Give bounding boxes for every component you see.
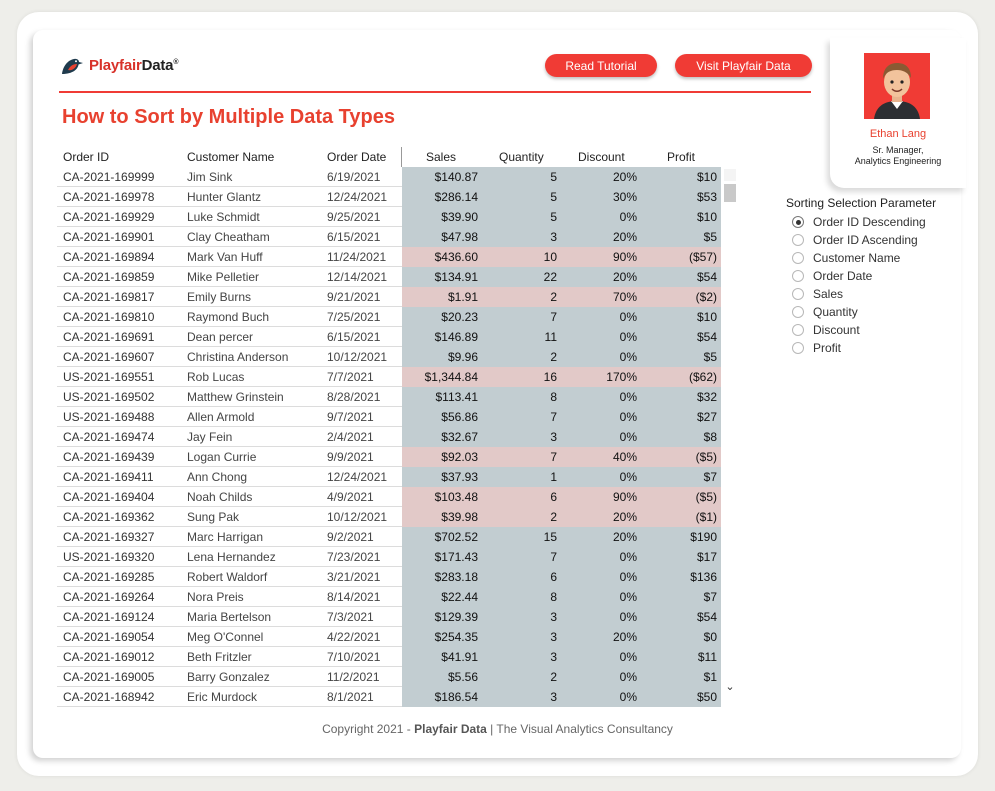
radio-button[interactable] — [792, 288, 804, 300]
table-row[interactable] — [57, 327, 721, 347]
read-tutorial-button[interactable]: Read Tutorial — [545, 54, 657, 77]
cell-quantity: 16 — [543, 370, 557, 384]
cell-profit: $54 — [696, 610, 717, 624]
table-row[interactable] — [57, 347, 721, 367]
cell-order-date: 9/25/2021 — [327, 210, 381, 224]
cell-quantity: 7 — [550, 310, 557, 324]
cell-discount: 0% — [619, 390, 637, 404]
table-row[interactable] — [57, 287, 721, 307]
cell-order-id: CA-2021-169810 — [63, 310, 155, 324]
cell-profit: $0 — [703, 630, 717, 644]
cell-profit: $32 — [696, 390, 717, 404]
radio-button[interactable] — [792, 216, 804, 228]
logo-text-b: Data — [141, 56, 174, 74]
cell-quantity: 3 — [550, 630, 557, 644]
cell-sales: $39.98 — [441, 510, 478, 524]
cell-sales: $146.89 — [434, 330, 478, 344]
cell-order-id: CA-2021-169691 — [63, 330, 155, 344]
cell-customer-name: Nora Preis — [187, 590, 244, 604]
cell-sales: $92.03 — [441, 450, 478, 464]
scroll-thumb[interactable] — [724, 184, 736, 202]
cell-order-date: 7/10/2021 — [327, 650, 381, 664]
cell-sales: $283.18 — [434, 570, 478, 584]
cell-sales: $171.43 — [434, 550, 478, 564]
cell-sales: $140.87 — [434, 170, 478, 184]
cell-quantity: 6 — [550, 570, 557, 584]
cell-sales: $134.91 — [434, 270, 478, 284]
footer-suffix: | The Visual Analytics Consultancy — [486, 722, 673, 736]
table-row[interactable] — [57, 487, 721, 507]
cell-order-date: 9/9/2021 — [327, 450, 374, 464]
cell-order-id: CA-2021-169817 — [63, 290, 155, 304]
sort-option-label: Order Date — [813, 269, 873, 283]
cell-customer-name: Clay Cheatham — [187, 230, 270, 244]
cell-order-id: CA-2021-169264 — [63, 590, 155, 604]
cell-sales: $47.98 — [441, 230, 478, 244]
cell-profit: ($5) — [695, 450, 717, 464]
cell-discount: 0% — [619, 690, 637, 704]
cell-order-id: CA-2021-169978 — [63, 190, 155, 204]
col-header-profit[interactable]: Profit — [667, 150, 696, 164]
cell-order-id: US-2021-169502 — [63, 390, 155, 404]
table-row[interactable] — [57, 507, 721, 527]
cell-profit: $136 — [690, 570, 717, 584]
cell-order-id: CA-2021-169999 — [63, 170, 155, 184]
sort-option[interactable] — [792, 321, 860, 339]
table-row[interactable] — [57, 547, 721, 567]
table-row[interactable] — [57, 247, 721, 267]
cell-customer-name: Christina Anderson — [187, 350, 289, 364]
cell-order-date: 6/15/2021 — [327, 330, 381, 344]
cell-quantity: 3 — [550, 430, 557, 444]
footer — [0, 722, 995, 736]
cell-profit: $7 — [703, 470, 717, 484]
cell-order-date: 11/24/2021 — [327, 250, 387, 264]
cell-quantity: 2 — [550, 290, 557, 304]
playfair-logo[interactable] — [59, 52, 178, 78]
cell-customer-name: Mark Van Huff — [187, 250, 263, 264]
cell-customer-name: Allen Armold — [187, 410, 255, 424]
sort-option[interactable] — [792, 285, 843, 303]
header-divider — [59, 91, 811, 93]
profile-name: Ethan Lang — [869, 128, 927, 140]
col-header-order-date[interactable]: Order Date — [327, 150, 387, 164]
cell-order-id: US-2021-169320 — [63, 550, 155, 564]
sort-option-label: Discount — [813, 323, 860, 337]
kingfisher-bird-icon — [59, 52, 85, 78]
cell-order-id: US-2021-169551 — [63, 370, 155, 384]
cell-order-id: CA-2021-169894 — [63, 250, 155, 264]
cell-quantity: 7 — [550, 410, 557, 424]
sort-option-label: Profit — [813, 341, 842, 355]
cell-customer-name: Beth Fritzler — [187, 650, 252, 664]
profile-role — [830, 145, 966, 167]
cell-customer-name: Sung Pak — [187, 510, 240, 524]
table-row[interactable] — [57, 667, 721, 687]
cell-customer-name: Mike Pelletier — [187, 270, 260, 284]
cell-sales: $436.60 — [434, 250, 478, 264]
cell-order-date: 8/28/2021 — [327, 390, 381, 404]
cell-order-id: CA-2021-169404 — [63, 490, 155, 504]
cell-customer-name: Dean percer — [187, 330, 254, 344]
cell-sales: $9.96 — [447, 350, 478, 364]
cell-customer-name: Eric Murdock — [187, 690, 258, 704]
cell-sales: $32.67 — [441, 430, 478, 444]
cell-profit: $54 — [696, 330, 717, 344]
cell-order-date: 7/25/2021 — [327, 310, 381, 324]
footer-brand[interactable]: Playfair Data — [414, 722, 487, 736]
cell-sales: $39.90 — [441, 210, 478, 224]
cell-quantity: 11 — [544, 330, 557, 344]
cell-order-date: 9/21/2021 — [327, 290, 381, 304]
table-row[interactable] — [57, 627, 721, 647]
cell-order-date: 12/14/2021 — [327, 270, 388, 284]
table-row[interactable] — [57, 587, 721, 607]
sort-option[interactable] — [792, 267, 872, 285]
cell-order-id: CA-2021-169054 — [63, 630, 155, 644]
cell-order-id: CA-2021-169362 — [63, 510, 155, 524]
cell-discount: 0% — [619, 410, 637, 424]
cell-discount: 20% — [612, 230, 637, 244]
profile-role-line2: Analytics Engineering — [854, 156, 942, 166]
cell-quantity: 7 — [550, 550, 557, 564]
table-scrollbar[interactable] — [721, 167, 739, 695]
sort-option[interactable] — [792, 339, 841, 357]
col-header-customer-name[interactable]: Customer Name — [187, 150, 275, 164]
cell-order-id: CA-2021-169439 — [63, 450, 155, 464]
cell-order-id: CA-2021-169859 — [63, 270, 155, 284]
cell-discount: 20% — [612, 530, 637, 544]
table-row[interactable] — [57, 227, 721, 247]
row-divider — [57, 706, 402, 707]
cell-order-date: 12/24/2021 — [327, 470, 388, 484]
cell-order-date: 10/12/2021 — [327, 510, 388, 524]
footer-prefix: Copyright 2021 - — [322, 722, 415, 736]
cell-quantity: 10 — [543, 250, 557, 264]
logo-text-a: Playfair — [89, 56, 142, 74]
table-row[interactable] — [57, 267, 721, 287]
cell-quantity: 7 — [550, 450, 557, 464]
cell-discount: 0% — [619, 610, 637, 624]
avatar — [864, 53, 930, 119]
cell-quantity: 5 — [550, 190, 557, 204]
cell-quantity: 5 — [550, 170, 557, 184]
cell-discount: 20% — [612, 170, 637, 184]
cell-order-id: CA-2021-169012 — [63, 650, 155, 664]
avatar-illustration-icon — [864, 53, 930, 119]
cell-discount: 0% — [619, 430, 637, 444]
sort-option-label: Order ID Descending — [813, 215, 926, 229]
cell-customer-name: Rob Lucas — [187, 370, 245, 384]
table-row[interactable] — [57, 307, 721, 327]
cell-quantity: 2 — [550, 510, 557, 524]
cell-profit: $11 — [697, 650, 717, 664]
cell-order-id: US-2021-169488 — [63, 410, 155, 424]
cell-profit: $10 — [696, 310, 717, 324]
col-header-discount[interactable]: Discount — [578, 150, 625, 164]
cell-quantity: 15 — [543, 530, 557, 544]
radio-button[interactable] — [792, 252, 804, 264]
cell-customer-name: Lena Hernandez — [187, 550, 276, 564]
cell-discount: 70% — [612, 290, 637, 304]
table-row[interactable] — [57, 387, 721, 407]
table-row[interactable] — [57, 427, 721, 447]
cell-quantity: 3 — [550, 690, 557, 704]
sort-option[interactable] — [792, 213, 926, 231]
cell-profit: ($57) — [688, 250, 717, 264]
cell-order-date: 4/9/2021 — [327, 490, 374, 504]
cell-profit: $50 — [696, 690, 717, 704]
cell-quantity: 22 — [543, 270, 557, 284]
cell-quantity: 3 — [550, 650, 557, 664]
cell-quantity: 1 — [550, 470, 557, 484]
cell-profit: $8 — [703, 430, 717, 444]
cell-discount: 20% — [612, 630, 637, 644]
cell-discount: 20% — [612, 270, 637, 284]
cell-order-date: 6/15/2021 — [327, 230, 381, 244]
cell-order-id: CA-2021-169474 — [63, 430, 155, 444]
cell-discount: 170% — [606, 370, 637, 384]
cell-discount: 0% — [619, 470, 637, 484]
cell-sales: $254.35 — [434, 630, 478, 644]
table-row[interactable] — [57, 187, 721, 207]
cell-profit: $10 — [696, 210, 717, 224]
col-header-order-id[interactable]: Order ID — [63, 150, 110, 164]
cell-discount: 30% — [612, 190, 637, 204]
cell-discount: 90% — [612, 250, 637, 264]
cell-order-date: 10/12/2021 — [327, 350, 388, 364]
cell-quantity: 5 — [550, 210, 557, 224]
orders-table[interactable] — [57, 147, 739, 704]
cell-quantity: 8 — [550, 390, 557, 404]
cell-customer-name: Hunter Glantz — [187, 190, 262, 204]
cell-order-date: 3/21/2021 — [327, 570, 381, 584]
sort-option-label: Order ID Ascending — [813, 233, 918, 247]
cell-customer-name: Jim Sink — [187, 170, 233, 184]
cell-customer-name: Barry Gonzalez — [187, 670, 270, 684]
cell-discount: 20% — [612, 510, 637, 524]
cell-order-id: CA-2021-169411 — [63, 470, 154, 484]
sort-option[interactable] — [792, 249, 900, 267]
cell-quantity: 6 — [550, 490, 557, 504]
cell-profit: $5 — [703, 350, 717, 364]
cell-discount: 0% — [619, 570, 637, 584]
cell-order-id: CA-2021-169285 — [63, 570, 155, 584]
cell-order-id: CA-2021-169327 — [63, 530, 155, 544]
sort-option-label: Sales — [813, 287, 844, 301]
col-header-sales[interactable]: Sales — [426, 150, 457, 164]
sort-option-label: Customer Name — [813, 251, 901, 265]
cell-customer-name: Luke Schmidt — [187, 210, 260, 224]
radio-button[interactable] — [792, 306, 804, 318]
cell-discount: 0% — [619, 310, 637, 324]
table-row[interactable] — [57, 687, 721, 707]
cell-profit: ($2) — [695, 290, 717, 304]
scroll-up-arrow[interactable] — [724, 169, 736, 181]
cell-order-date: 7/23/2021 — [327, 550, 381, 564]
logo-text — [89, 57, 178, 74]
cell-sales: $5.56 — [447, 670, 478, 684]
table-row[interactable] — [57, 447, 721, 467]
cell-discount: 0% — [619, 670, 637, 684]
cell-sales: $129.39 — [434, 610, 478, 624]
cell-customer-name: Matthew Grinstein — [187, 390, 284, 404]
cell-sales: $1.91 — [447, 290, 478, 304]
cell-order-date: 9/2/2021 — [327, 530, 374, 544]
profile-role-line1: Sr. Manager, — [872, 145, 924, 155]
cell-order-id: CA-2021-169901 — [63, 230, 155, 244]
table-row[interactable] — [57, 467, 721, 487]
cell-quantity: 2 — [550, 350, 557, 364]
cell-customer-name: Raymond Buch — [187, 310, 270, 324]
cell-discount: 0% — [619, 350, 637, 364]
cell-customer-name: Noah Childs — [187, 490, 253, 504]
cell-profit: $190 — [690, 530, 717, 544]
cell-quantity: 3 — [550, 610, 557, 624]
table-row[interactable] — [57, 367, 721, 387]
cell-profit: $53 — [696, 190, 717, 204]
cell-discount: 0% — [619, 650, 637, 664]
cell-profit: $10 — [696, 170, 717, 184]
cell-order-date: 2/4/2021 — [327, 430, 374, 444]
cell-profit: ($5) — [695, 490, 717, 504]
cell-sales: $186.54 — [434, 690, 478, 704]
cell-sales: $286.14 — [434, 190, 478, 204]
cell-order-date: 12/24/2021 — [327, 190, 388, 204]
cell-sales: $113.41 — [435, 390, 478, 404]
cell-order-date: 7/7/2021 — [327, 370, 374, 384]
cell-profit: $5 — [703, 230, 717, 244]
cell-discount: 0% — [619, 210, 637, 224]
cell-order-id: CA-2021-169607 — [63, 350, 155, 364]
sort-option[interactable] — [792, 303, 858, 321]
radio-button[interactable] — [792, 234, 804, 246]
cell-profit: $27 — [696, 410, 717, 424]
cell-quantity: 2 — [550, 670, 557, 684]
col-header-quantity[interactable]: Quantity — [499, 150, 544, 164]
cell-profit: $54 — [696, 270, 717, 284]
radio-button[interactable] — [792, 324, 804, 336]
cell-order-date: 11/2/2021 — [327, 670, 380, 684]
cell-discount: 40% — [612, 450, 637, 464]
cell-customer-name: Robert Waldorf — [187, 570, 268, 584]
cell-discount: 90% — [612, 490, 637, 504]
table-row[interactable] — [57, 527, 721, 547]
radio-button[interactable] — [792, 342, 804, 354]
table-row[interactable] — [57, 207, 721, 227]
cell-profit: $7 — [703, 590, 717, 604]
cell-order-date: 8/14/2021 — [327, 590, 381, 604]
cell-quantity: 8 — [550, 590, 557, 604]
cell-order-date: 9/7/2021 — [327, 410, 374, 424]
table-row[interactable] — [57, 567, 721, 587]
cell-customer-name: Meg O'Connel — [187, 630, 264, 644]
table-row[interactable] — [57, 407, 721, 427]
chevron-down-icon[interactable]: ⌄ — [725, 681, 735, 693]
cell-order-date: 7/3/2021 — [327, 610, 374, 624]
profile-card — [830, 38, 966, 188]
table-header — [57, 147, 721, 167]
visit-playfair-button[interactable]: Visit Playfair Data — [675, 54, 812, 77]
cell-customer-name: Ann Chong — [187, 470, 248, 484]
cell-discount: 0% — [619, 330, 637, 344]
cell-customer-name: Marc Harrigan — [187, 530, 264, 544]
sort-option[interactable] — [792, 231, 918, 249]
cell-order-date: 6/19/2021 — [327, 170, 381, 184]
cell-profit: ($62) — [688, 370, 717, 384]
table-row[interactable] — [57, 607, 721, 627]
cell-quantity: 3 — [550, 230, 557, 244]
cell-order-id: CA-2021-169124 — [63, 610, 155, 624]
cell-customer-name: Maria Bertelson — [187, 610, 272, 624]
cell-sales: $37.93 — [441, 470, 478, 484]
cell-sales: $702.52 — [434, 530, 478, 544]
cell-order-date: 4/22/2021 — [327, 630, 381, 644]
cell-sales: $56.86 — [441, 410, 478, 424]
cell-discount: 0% — [619, 590, 637, 604]
logo-registered-mark: ® — [173, 58, 179, 66]
header-divider-line — [401, 147, 402, 167]
sort-option-label: Quantity — [813, 305, 858, 319]
cell-sales: $20.23 — [441, 310, 478, 324]
cell-order-id: CA-2021-169005 — [63, 670, 155, 684]
table-row[interactable] — [57, 647, 721, 667]
cell-discount: 0% — [619, 550, 637, 564]
cell-customer-name: Emily Burns — [187, 290, 252, 304]
cell-sales: $1,344.84 — [424, 370, 478, 384]
table-row[interactable] — [57, 167, 721, 187]
radio-button[interactable] — [792, 270, 804, 282]
cell-profit: $17 — [696, 550, 717, 564]
cell-sales: $103.48 — [434, 490, 478, 504]
cell-order-id: CA-2021-168942 — [63, 690, 155, 704]
sorting-parameter-title: Sorting Selection Parameter — [786, 196, 937, 210]
page-title: How to Sort by Multiple Data Types — [62, 106, 395, 128]
cell-order-date: 8/1/2021 — [327, 690, 374, 704]
cell-order-id: CA-2021-169929 — [63, 210, 155, 224]
cell-sales: $22.44 — [441, 590, 478, 604]
cell-sales: $41.91 — [441, 650, 478, 664]
cell-profit: $1 — [703, 670, 717, 684]
cell-profit: ($1) — [695, 510, 717, 524]
cell-customer-name: Logan Currie — [187, 450, 257, 464]
cell-customer-name: Jay Fein — [187, 430, 233, 444]
